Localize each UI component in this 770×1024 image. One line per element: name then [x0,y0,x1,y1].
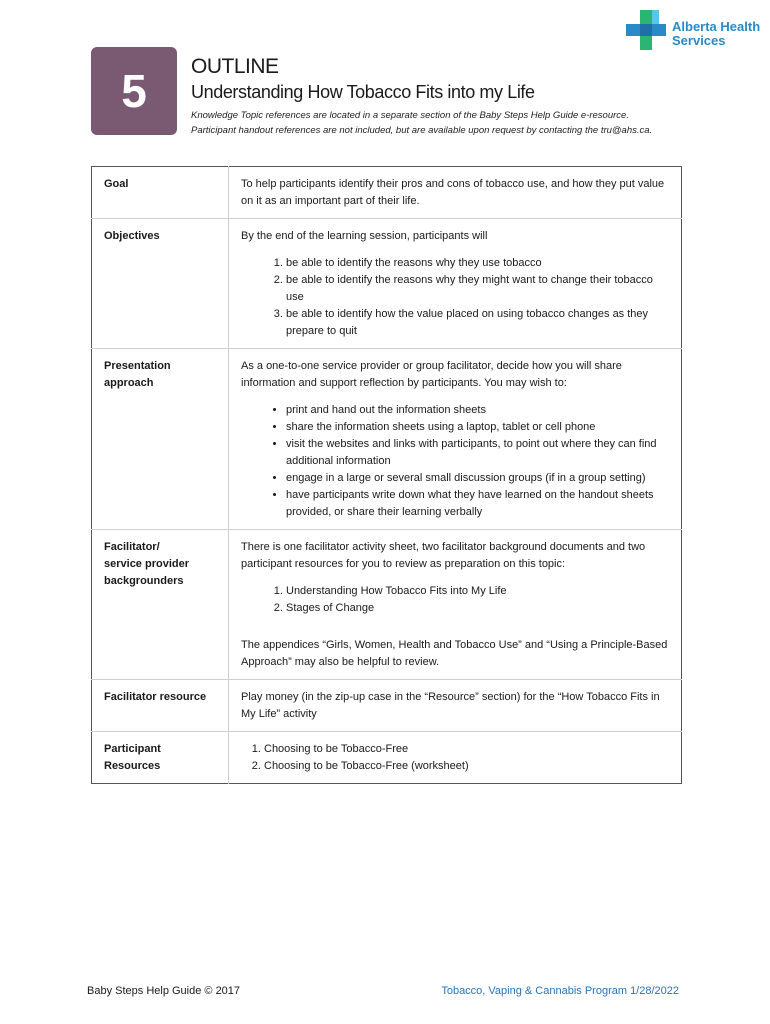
list-item: • have participants write down what they have learned on the handout sheets provided, or share their learning verbally [286,487,671,521]
row-backgrounders [92,530,682,680]
presentation-label [92,349,229,530]
backgrounders-intro: There is one facilitator activity sheet, two facilitator background documents and two participant resources for you to review as preparation on this topic: [241,541,646,570]
section-number-badge [91,47,177,135]
row-goal [92,167,682,219]
backgrounders-label [92,530,229,680]
presentation-label-line2: approach [104,377,154,389]
presentation-intro: As a one-to-one service provider or group facilitator, decide how you will share information and support reflection by participants. You may wish to: [241,360,622,389]
participant-label [92,732,229,784]
reference-notes [191,108,751,138]
participant-list [241,741,671,775]
reference-note-1: Knowledge Topic references are located in a separate section of the Baby Steps Help Guide e-resource. [191,110,629,121]
presentation-list [241,402,671,521]
logo-line2: Services [672,33,726,48]
footer-program: Tobacco, Vaping & Cannabis Program 1/28/2022 [441,985,679,997]
list-item: • engage in a large or several small discussion groups (if in a group setting) [286,470,671,487]
goal-label: Goal [92,167,229,219]
row-facilitator-resource [92,680,682,732]
list-item: 2. Stages of Change [286,600,671,617]
logo-line1: Alberta Health [672,19,761,34]
backgrounders-outro: The appendices “Girls, Women, Health and Tobacco Use” and “Using a Principle-Based Approach” may also be helpful to review. [241,639,668,668]
objectives-cell [229,219,682,349]
list-item: 1. Choosing to be Tobacco-Free [264,741,671,758]
backgrounders-list [241,583,671,617]
list-item: 2. Choosing to be Tobacco-Free (worksheet) [264,758,671,775]
backgrounders-label-line3: backgrounders [104,575,184,587]
outline-table [91,166,682,784]
list-item: 3. be able to identify how the value placed on using tobacco changes as they prepare to quit [286,306,671,340]
row-objectives [92,219,682,349]
reference-note-2: Participant handout references are not included, but are available upon request by contacting the tru@ahs.ca. [191,125,653,136]
page-title: OUTLINE [191,55,279,78]
resource-text: Play money (in the zip-up case in the “Resource” section) for the “How Tobacco Fits in My Life” activity [229,680,682,732]
backgrounders-cell [229,530,682,680]
participant-label-line2: Resources [104,760,161,772]
resource-label: Facilitator resource [92,680,229,732]
list-item: • print and hand out the information sheets [286,402,671,419]
list-item: 1. Understanding How Tobacco Fits into My Life [286,583,671,600]
ahs-cross-icon [626,10,666,50]
list-item: 1. be able to identify the reasons why they use tobacco [286,255,671,272]
participant-cell [229,732,682,784]
row-participant-resources [92,732,682,784]
list-item: • visit the websites and links with participants, to point out where they can find additional information [286,436,671,470]
backgrounders-label-line2: service provider [104,558,189,570]
list-item: • share the information sheets using a laptop, tablet or cell phone [286,419,671,436]
presentation-cell [229,349,682,530]
logo-text [672,20,760,48]
row-presentation [92,349,682,530]
section-number: 5 [121,65,147,117]
footer-copyright: Baby Steps Help Guide © 2017 [87,985,241,997]
page-header [191,54,751,138]
list-item: 2. be able to identify the reasons why they might want to change their tobacco use [286,272,671,306]
presentation-label-line1: Presentation [104,360,171,372]
objectives-list [241,255,671,340]
ahs-logo [626,8,766,50]
objectives-intro: By the end of the learning session, participants will [241,230,488,242]
objectives-label: Objectives [92,219,229,349]
page-subtitle: Understanding How Tobacco Fits into my Life [191,82,535,102]
goal-text: To help participants identify their pros and cons of tobacco use, and how they put value on it as an important part of their life. [241,178,665,207]
participant-label-line1: Participant [104,743,161,755]
backgrounders-label-line1: Facilitator/ [104,541,160,553]
